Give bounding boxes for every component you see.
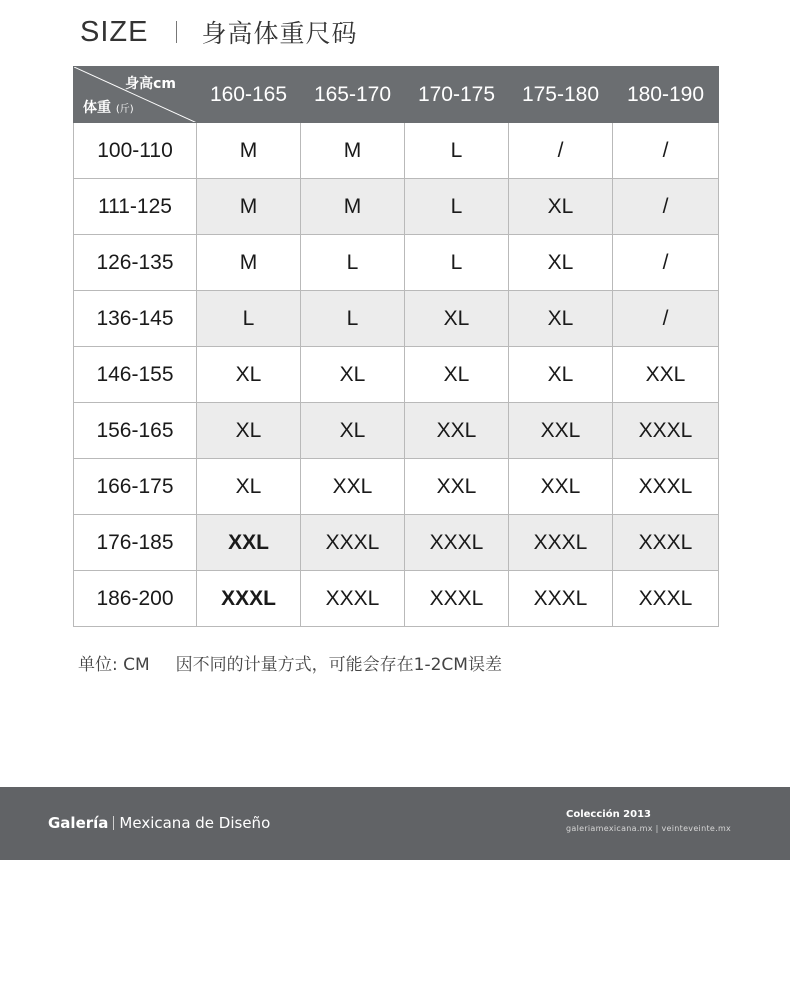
size-cell: XL (405, 291, 509, 347)
size-cell: XXXL (405, 571, 509, 627)
size-cell: XXXL (301, 571, 405, 627)
height-column-header: 170-175 (405, 67, 509, 123)
size-cell: XXL (197, 515, 301, 571)
height-column-header: 165-170 (301, 67, 405, 123)
size-cell: XXXL (613, 571, 719, 627)
weight-row-header: 176-185 (74, 515, 197, 571)
weight-row-header: 186-200 (74, 571, 197, 627)
weight-row-header: 156-165 (74, 403, 197, 459)
size-cell: / (613, 291, 719, 347)
size-cell: XL (509, 235, 613, 291)
page-title (80, 10, 357, 54)
table-row (74, 235, 719, 291)
size-cell: XL (509, 291, 613, 347)
height-axis-label: 身高cm (125, 76, 176, 92)
table-row (74, 459, 719, 515)
unit-note: 单位: CM (78, 655, 150, 675)
size-cell: M (301, 179, 405, 235)
size-cell: XL (301, 403, 405, 459)
weight-row-header: 136-145 (74, 291, 197, 347)
size-cell: M (301, 123, 405, 179)
size-chart-table (73, 66, 719, 627)
brand-name-strong: Galería (48, 814, 109, 832)
size-cell: XL (509, 347, 613, 403)
size-cell: XXL (405, 459, 509, 515)
size-cell: M (197, 179, 301, 235)
size-cell: XXXL (509, 515, 613, 571)
size-cell: XL (509, 179, 613, 235)
size-cell: L (197, 291, 301, 347)
table-row (74, 347, 719, 403)
size-cell: XL (197, 459, 301, 515)
size-cell: XXL (509, 459, 613, 515)
brand-name-rest: Mexicana de Diseño (119, 814, 271, 832)
collection-info (566, 809, 731, 833)
size-cell: XXL (301, 459, 405, 515)
title-divider (176, 21, 177, 43)
weight-row-header: 126-135 (74, 235, 197, 291)
size-cell: XXXL (405, 515, 509, 571)
size-cell: L (405, 179, 509, 235)
size-cell: XXXL (613, 403, 719, 459)
size-cell: / (509, 123, 613, 179)
size-cell: L (301, 291, 405, 347)
size-cell: XXXL (613, 459, 719, 515)
size-cell: M (197, 123, 301, 179)
weight-axis-label (83, 97, 134, 117)
table-row (74, 403, 719, 459)
size-cell: XXL (509, 403, 613, 459)
table-row (74, 179, 719, 235)
brand-logo-text (48, 814, 270, 832)
size-cell: XXL (613, 347, 719, 403)
size-cell: / (613, 235, 719, 291)
table-row (74, 291, 719, 347)
size-cell: XXL (405, 403, 509, 459)
size-cell: XXXL (197, 571, 301, 627)
size-cell: L (405, 235, 509, 291)
size-cell: XXXL (613, 515, 719, 571)
brand-divider (113, 816, 114, 830)
weight-axis-text: 体重 (83, 100, 111, 116)
collection-title: Colección 2013 (566, 809, 652, 820)
error-note: 因不同的计量方式，可能会存在1-2CM误差 (175, 655, 502, 675)
table-row (74, 515, 719, 571)
size-cell: XL (197, 347, 301, 403)
weight-row-header: 166-175 (74, 459, 197, 515)
collection-links: galeriamexicana.mx | veinteveinte.mx (566, 824, 732, 833)
weight-row-header: 146-155 (74, 347, 197, 403)
table-row (74, 123, 719, 179)
size-cell: L (405, 123, 509, 179)
corner-header-cell (74, 67, 197, 123)
height-column-header: 160-165 (197, 67, 301, 123)
table-row (74, 571, 719, 627)
title-english: SIZE (80, 15, 149, 48)
weight-row-header: 100-110 (74, 123, 197, 179)
table-header-row (74, 67, 719, 123)
weight-row-header: 111-125 (74, 179, 197, 235)
footer-banner (0, 787, 790, 860)
size-cell: XL (405, 347, 509, 403)
title-chinese: 身高体重尺码 (201, 19, 358, 48)
size-cell: / (613, 123, 719, 179)
size-cell: XXXL (509, 571, 613, 627)
size-cell: XL (301, 347, 405, 403)
size-cell: XXXL (301, 515, 405, 571)
size-cell: M (197, 235, 301, 291)
size-cell: L (301, 235, 405, 291)
size-cell: XL (197, 403, 301, 459)
height-column-header: 180-190 (613, 67, 719, 123)
measurement-note (78, 650, 502, 675)
height-column-header: 175-180 (509, 67, 613, 123)
size-cell: / (613, 179, 719, 235)
weight-axis-unit: (斤) (115, 104, 134, 115)
